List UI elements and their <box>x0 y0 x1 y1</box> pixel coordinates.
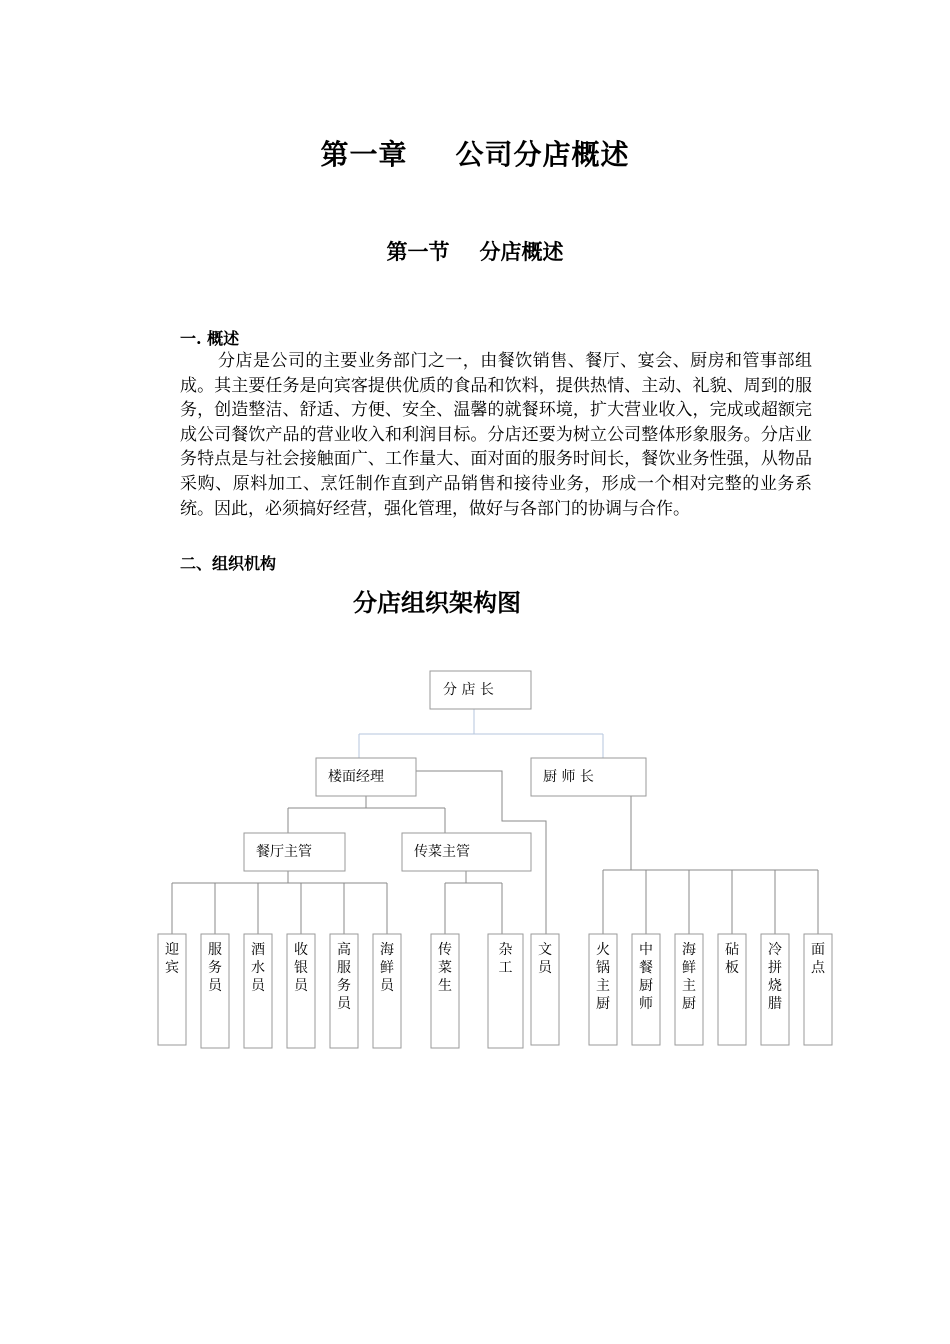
org-box-head-chef <box>531 758 646 796</box>
org-box-manager <box>430 671 531 709</box>
section-name: 分店概述 <box>479 239 564 264</box>
org-staff-label: 高服务员 <box>337 942 351 1012</box>
chapter-name: 公司分店概述 <box>455 138 630 171</box>
overview-heading: 一. 概述 <box>180 329 240 348</box>
org-staff-label: 收银员 <box>294 942 308 994</box>
org-box-restaurant-supervisor <box>244 833 345 871</box>
org-staff-group <box>158 934 559 1048</box>
org-chart-title: 分店组织架构图 <box>353 588 521 617</box>
org-kitchen-group <box>589 934 832 1045</box>
section-number: 第一节 <box>386 239 450 264</box>
org-manager-label: 分 店 长 <box>443 682 494 698</box>
chapter-number: 第一章 <box>320 138 408 171</box>
org-head-chef-label: 厨 师 长 <box>543 769 594 785</box>
org-restaurant-supervisor-label: 餐厅主管 <box>256 844 312 860</box>
org-kitchen-label: 面点 <box>811 942 825 976</box>
org-kitchen-label: 火锅主厨 <box>596 942 610 1012</box>
org-staff-label: 迎宾 <box>165 942 179 976</box>
org-box-floor-manager <box>316 758 416 796</box>
org-staff-label: 海鲜员 <box>380 942 394 994</box>
org-chart-connectors <box>172 709 818 934</box>
org-box-serving-supervisor <box>402 833 531 871</box>
org-staff-label: 杂工 <box>498 942 513 976</box>
overview-paragraph: 分店是公司的主要业务部门之一，由餐饮销售、餐厅、宴会、厨房和管事部组成。其主要任务是向宾客提供优质的食品和饮料，提供热情、主动、礼貌、周到的服务，创造整洁、舒适、方便、安全、温馨的就餐环境，扩大营业收入，完成或超额完成公司餐饮产品的营业收入和利润目标。分店还要为树立公司整体形象服务。分店业务特点是与社会接触面广、工作量大、面对面的服务时间长，餐饮业务性强，从物品采购、原料加工、烹饪制作直到产品销售和接待业务，形成一个相对完整的业务系统。因此，必须搞好经营，强化管理，做好与各部门的协调与合作。 <box>180 351 812 519</box>
org-kitchen-label: 冷拼烧腊 <box>768 942 782 1012</box>
org-floor-manager-label: 楼面经理 <box>328 769 384 785</box>
organization-heading: 二、组织机构 <box>180 554 277 573</box>
org-kitchen-label: 中餐厨师 <box>639 942 653 1012</box>
org-staff-label: 传菜生 <box>438 942 452 994</box>
org-staff-label: 文员 <box>538 942 552 976</box>
org-staff-label: 酒水员 <box>251 942 265 994</box>
org-kitchen-label: 砧板 <box>725 942 739 976</box>
org-staff-label: 服务员 <box>208 942 222 994</box>
org-kitchen-label: 海鲜主厨 <box>682 942 696 1012</box>
org-serving-supervisor-label: 传菜主管 <box>414 844 470 860</box>
